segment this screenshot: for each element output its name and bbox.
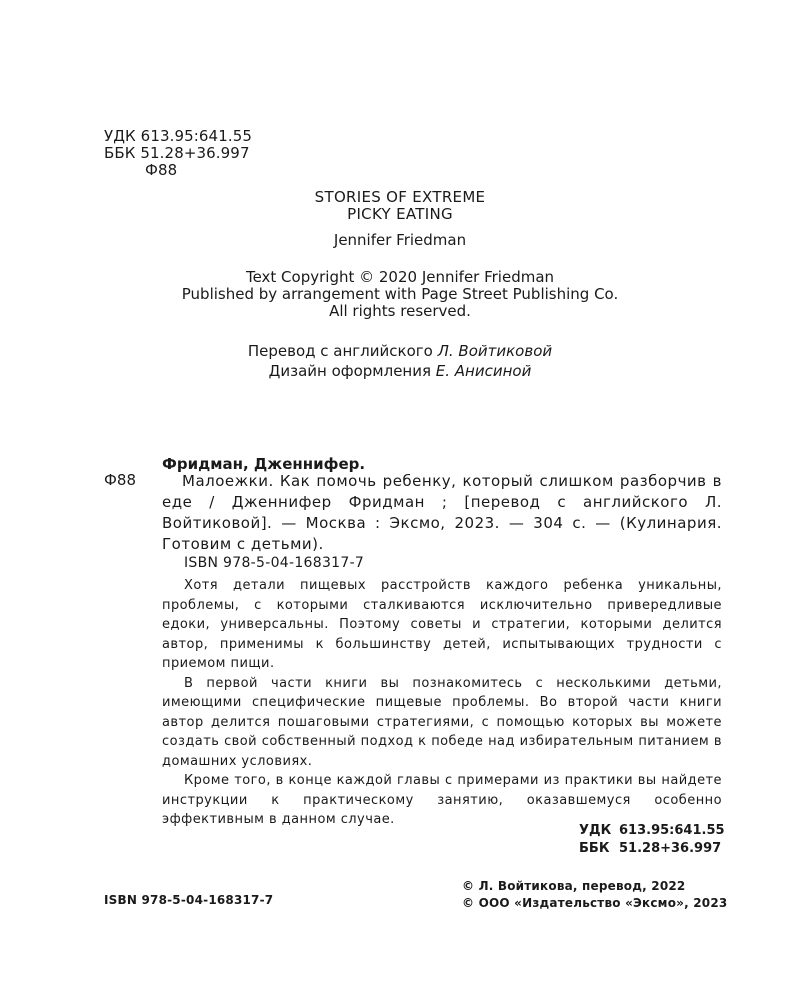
designer-name: Е. Анисиной — [435, 362, 532, 380]
original-title — [0, 189, 800, 223]
translator-name: Л. Войтиковой — [437, 342, 553, 360]
bottom-udk-label: УДК — [579, 823, 612, 838]
design-credit — [0, 361, 800, 381]
copyright-line2: Published by arrangement with Page Street Publishing Co. — [181, 285, 619, 303]
bottom-udk — [579, 822, 725, 840]
rights-notice — [462, 878, 727, 912]
annotation — [162, 576, 722, 830]
design-label: Дизайн оформления — [268, 362, 436, 380]
bibliographic-description: Малоежки. Как помочь ребенку, который слишком разборчив в еде / Дженнифер Фридман ; [перевод с английского Л. Войтиковой]. — Москва : Эксмо, 2023. — 304 с. — (Кулинария. Готовим с детьми). — [162, 472, 722, 553]
original-title-line1: STORIES OF EXTREME — [314, 188, 486, 206]
original-title-line2: PICKY EATING — [347, 205, 453, 223]
bottom-udk-value: 613.95:641.55 — [619, 823, 725, 838]
bottom-classification — [579, 822, 725, 858]
annotation-paragraph: В первой части книги вы познакомитесь с несколькими детьми, имеющими специфические пищевые проблемы. Во второй части книги автор делится пошаговыми стратегиями, с помощью которых вы можете создать свой собственный подход к победе над избирательным питанием в домашних условиях. — [162, 675, 722, 769]
credits — [0, 341, 800, 381]
bbk-code: ББК 51.28+36.997 — [104, 144, 250, 162]
translation-credit — [0, 341, 800, 361]
original-copyright — [0, 269, 800, 320]
classification-codes — [104, 128, 252, 179]
isbn-bottom: ISBN 978-5-04-168317-7 — [104, 893, 274, 907]
bibliographic-author: Фридман, Дженнифер. — [162, 455, 366, 473]
annotation-paragraph: Хотя детали пищевых расстройств каждого ребенка уникальны, проблемы, с которыми сталкиваются исключительно привередливые едоки, универсальны. Поэтому советы и стратегии, которыми делится автор, применимы к большинству детей, испытывающих трудности с приемом пищи. — [162, 578, 722, 671]
bottom-bbk-label: ББК — [579, 841, 610, 856]
copyright-line1: Text Copyright © 2020 Jennifer Friedman — [245, 268, 555, 286]
copyright-line3: All rights reserved. — [329, 302, 471, 320]
bottom-bbk-value: 51.28+36.997 — [619, 841, 722, 856]
author-mark: Ф88 — [145, 161, 178, 179]
annotation-paragraph: Кроме того, в конце каждой главы с примерами из практики вы найдете инструкции к практическому занятию, оказавшемуся особенно эффективным в данном случае. — [162, 773, 722, 827]
rights-publisher: © ООО «Издательство «Эксмо», 2023 — [462, 896, 728, 910]
bibliographic-mark: Ф88 — [104, 471, 136, 489]
rights-translation: © Л. Войтикова, перевод, 2022 — [462, 879, 686, 893]
original-author: Jennifer Friedman — [333, 231, 467, 249]
bottom-bbk — [579, 840, 725, 858]
bibliographic-isbn: ISBN 978-5-04-168317-7 — [184, 555, 365, 571]
translation-label: Перевод с английского — [247, 342, 438, 360]
udk-code: УДК 613.95:641.55 — [104, 127, 253, 145]
